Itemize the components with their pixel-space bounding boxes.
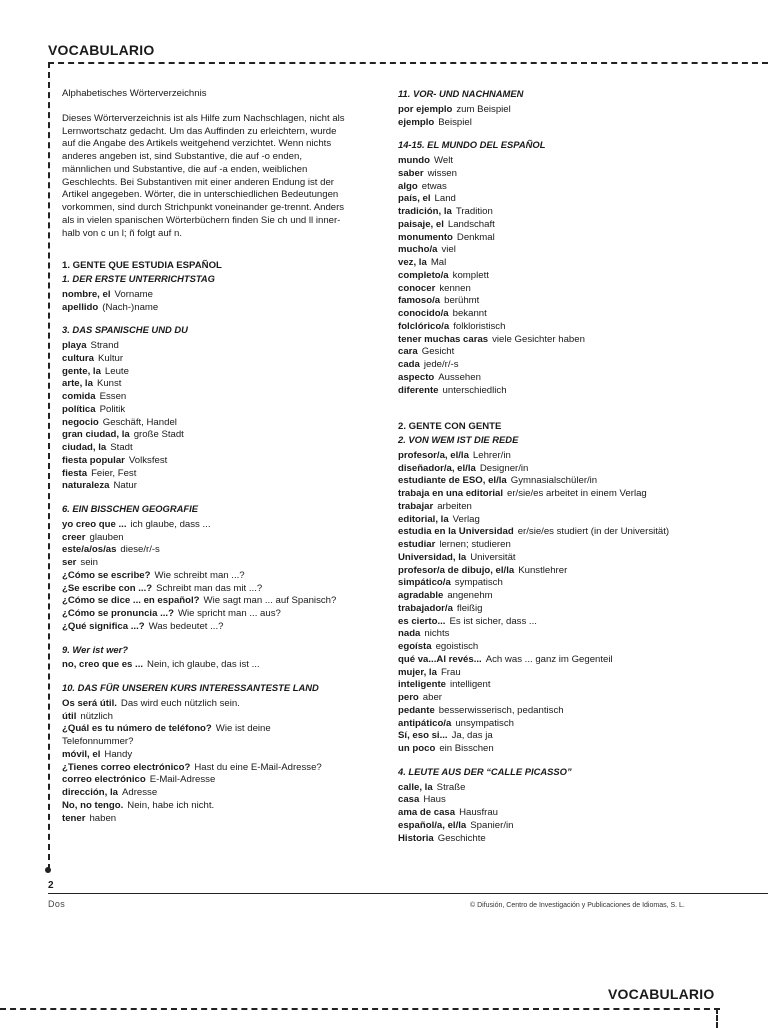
vocab-entry xyxy=(62,366,380,379)
german-translation: Natur xyxy=(113,480,137,492)
spanish-term: paisaje, el xyxy=(398,218,444,230)
spanish-term: estudiar xyxy=(398,539,436,550)
spanish-term: Historia xyxy=(398,832,434,844)
german-translation: haben xyxy=(89,812,117,824)
intro-line: Lernwortschatz gedacht. Um das Auffinden zu erleichtern, wurde xyxy=(62,125,337,137)
vocab-entry xyxy=(62,455,380,468)
vocab-entry xyxy=(398,616,728,629)
spanish-term: famoso/a xyxy=(398,295,441,307)
vocab-entry xyxy=(62,519,380,532)
german-translation: Vorname xyxy=(114,288,153,300)
vocab-entry xyxy=(62,774,380,787)
spanish-term: cultura xyxy=(62,352,94,364)
intro-line: Geschlechts. Bei Substantiven mit einer anderen Endung ist der xyxy=(62,176,334,188)
vocab-entry xyxy=(62,762,380,775)
vocab-entry xyxy=(62,480,380,493)
spanish-term: algo xyxy=(398,180,418,192)
spanish-term: comida xyxy=(62,391,96,402)
german-translation: arbeiten xyxy=(437,500,472,512)
german-translation: (Nach-)name xyxy=(102,301,159,313)
right-column xyxy=(398,88,728,855)
german-translation: Geschichte xyxy=(437,832,486,844)
spanish-term: agradable xyxy=(398,590,444,601)
vocab-entry xyxy=(398,641,728,654)
german-translation: Strand xyxy=(90,340,119,351)
section-title: 4. LEUTE AUS DER “CALLE PICASSO” xyxy=(398,765,572,777)
spanish-term: fiesta xyxy=(62,467,88,479)
spanish-term: no, creo que es ... xyxy=(62,659,144,671)
spanish-term: ¿Se escribe con ...? xyxy=(62,582,153,594)
spanish-term: arte, la xyxy=(62,378,93,390)
intro-line: anderes angeben ist, sind Substantive, die auf -o enden, xyxy=(62,151,303,162)
vocab-section xyxy=(398,766,728,846)
vocab-entry xyxy=(398,372,728,385)
german-translation: komplett xyxy=(452,269,489,281)
german-translation: glauben xyxy=(89,531,124,543)
vocab-entry xyxy=(398,565,728,578)
spanish-term: ¿Cómo se pronuncia ...? xyxy=(62,608,174,619)
vocab-section xyxy=(398,139,728,397)
vocab-entry xyxy=(398,257,728,270)
german-translation: Wie sagt man ... auf Spanisch? xyxy=(203,595,337,607)
german-translation: Spanier/in xyxy=(470,819,514,831)
dashed-border-left xyxy=(48,62,50,870)
spanish-term: tener muchas caras xyxy=(398,333,489,345)
german-translation: Leute xyxy=(104,365,129,377)
vocab-entry xyxy=(398,475,728,488)
german-translation: Nein, ich glaube, das ist ... xyxy=(147,659,260,671)
vocab-entry xyxy=(62,391,380,404)
vocab-section xyxy=(62,682,380,825)
vocab-entry xyxy=(62,723,380,736)
vocab-entry xyxy=(62,787,380,800)
spanish-term: yo creo que ... xyxy=(62,518,127,530)
vocab-entry xyxy=(398,450,728,463)
vocab-entry xyxy=(398,193,728,206)
german-translation: Handy xyxy=(104,748,133,760)
spanish-term: egoísta xyxy=(398,641,432,652)
spanish-term: Universidad, la xyxy=(398,551,467,563)
german-translation: egoistisch xyxy=(435,641,479,652)
intro-line: männlichen und Substantive, die auf -a enden, weiblichen xyxy=(62,163,308,175)
german-translation: diese/r/-s xyxy=(120,544,160,556)
spanish-term: diferente xyxy=(398,384,439,396)
german-translation: etwas xyxy=(421,180,447,192)
intro-line: halb von c un l; ñ folgt auf n. xyxy=(62,227,183,239)
intro-line: auf die Angabe des Artikels weitgehend verzichtet. Wenn nichts xyxy=(62,138,332,150)
spanish-term: correo electrónico xyxy=(62,774,146,786)
german-translation: Geschäft, Handel xyxy=(102,416,177,428)
spanish-term: mundo xyxy=(398,155,430,166)
spanish-term: antipático/a xyxy=(398,717,452,729)
vocab-entry xyxy=(398,488,728,501)
spanish-term: simpático/a xyxy=(398,577,451,589)
german-translation: Ja, das ja xyxy=(451,730,493,742)
german-translation: er/sie/es arbeitet in einem Verlag xyxy=(507,488,647,499)
german-translation: Gymnasialschüler/in xyxy=(510,475,598,487)
vocab-entry xyxy=(62,468,380,481)
section-title: 1. DER ERSTE UNTERRICHTSTAG xyxy=(62,273,215,284)
copyright: © Difusión, Centro de Investigación y Publicaciones de Idiomas, S. L. xyxy=(470,902,685,909)
vocab-entry xyxy=(62,749,380,762)
german-translation: besserwisserisch, pedantisch xyxy=(438,704,564,716)
vocab-entry xyxy=(398,232,728,245)
vocab-entry xyxy=(398,692,728,705)
german-translation: Mal xyxy=(430,257,447,268)
german-translation: Verlag xyxy=(452,513,480,525)
german-translation: Universität xyxy=(470,551,516,563)
german-translation: Politik xyxy=(99,403,126,415)
right-sections-2 xyxy=(398,434,728,845)
spanish-term: fiesta popular xyxy=(62,454,125,466)
vocab-entry xyxy=(62,442,380,455)
vocab-entry xyxy=(398,501,728,514)
german-translation: Stadt xyxy=(110,442,133,453)
vocab-entry xyxy=(62,378,380,391)
vocab-entry xyxy=(62,711,380,724)
vocab-section xyxy=(398,434,728,756)
german-translation: Schreibt man das mit ...? xyxy=(156,582,263,594)
footer-rule xyxy=(48,893,768,894)
vocab-section xyxy=(62,324,380,493)
vocab-entry xyxy=(398,321,728,334)
german-translation: Beispiel xyxy=(438,116,472,128)
spanish-term: conocer xyxy=(398,282,436,294)
vocab-entry xyxy=(62,800,380,813)
vocab-entry xyxy=(62,417,380,430)
spanish-term: es cierto... xyxy=(398,615,446,627)
german-translation: Hast du eine E-Mail-Adresse? xyxy=(194,761,322,773)
spanish-term: profesor/a de dibujo, el/la xyxy=(398,564,515,576)
section-title: 3. DAS SPANISCHE UND DU xyxy=(62,324,188,336)
spanish-term: folclórico/a xyxy=(398,320,450,332)
spanish-term: un poco xyxy=(398,743,436,754)
german-translation: Landschaft xyxy=(447,218,495,230)
german-translation: unsympatisch xyxy=(455,717,514,729)
german-translation: Haus xyxy=(423,794,446,806)
vocab-entry xyxy=(398,654,728,667)
spanish-term: trabajar xyxy=(398,500,434,512)
vocab-entry xyxy=(398,603,728,616)
vocab-entry xyxy=(398,308,728,321)
vocab-section xyxy=(62,644,380,673)
spanish-term: país, el xyxy=(398,193,431,205)
vocab-entry xyxy=(62,353,380,366)
vocab-entry xyxy=(398,782,728,795)
spanish-term: trabaja en una editorial xyxy=(398,488,504,499)
spanish-term: editorial, la xyxy=(398,513,449,525)
german-translation: Designer/in xyxy=(479,462,529,474)
spanish-term: cada xyxy=(398,359,420,370)
vocab-entry xyxy=(62,544,380,557)
vocab-entry xyxy=(398,526,728,539)
spanish-term: completo/a xyxy=(398,269,449,281)
german-translation: Feier, Fest xyxy=(91,467,137,479)
spanish-term: este/a/os/as xyxy=(62,544,117,556)
spanish-term: calle, la xyxy=(398,781,433,793)
spanish-term: cara xyxy=(398,346,418,358)
german-translation: Frau xyxy=(440,666,461,678)
spanish-term: política xyxy=(62,403,96,415)
spanish-term: útil xyxy=(62,710,77,722)
spanish-term: ¿Cómo se dice ... en español? xyxy=(62,595,200,607)
vocab-entry xyxy=(62,404,380,417)
german-translation: Es ist sicher, dass ... xyxy=(449,615,537,627)
german-translation: Straße xyxy=(436,781,466,793)
german-translation: Gesicht xyxy=(421,346,455,358)
vocab-entry xyxy=(398,794,728,807)
german-translation: Tradition xyxy=(455,206,493,217)
spanish-term: aspecto xyxy=(398,371,435,383)
page-title: VOCABULARIO xyxy=(48,42,155,58)
spanish-term: ¿Cómo se escribe? xyxy=(62,569,151,581)
german-translation: berühmt xyxy=(444,295,480,307)
german-translation: intelligent xyxy=(449,679,491,691)
left-column xyxy=(62,88,380,835)
spanish-term: trabajador/a xyxy=(398,602,453,614)
spanish-term: apellido xyxy=(62,301,99,313)
german-translation: lernen; studieren xyxy=(439,539,511,550)
spanish-term: Sí, eso si... xyxy=(398,730,448,742)
vocab-entry xyxy=(398,244,728,257)
next-page-title: VOCABULARIO xyxy=(608,986,715,1002)
spanish-term: ciudad, la xyxy=(62,442,107,453)
intro-line: Artikel angegeben. Wörter, die in unterschiedlichen Bedeutungen xyxy=(62,189,339,201)
vocab-entry xyxy=(62,595,380,608)
german-translation: sympatisch xyxy=(454,577,503,589)
german-translation: Welt xyxy=(433,155,453,166)
vocab-entry xyxy=(398,270,728,283)
intro-line: Dieses Wörterverzeichnis ist als Hilfe zum Nachschlagen, nicht als xyxy=(62,112,345,124)
german-translation: Kunst xyxy=(96,378,122,390)
vocab-entry xyxy=(398,181,728,194)
spanish-term: ¿Tienes correo electrónico? xyxy=(62,761,191,773)
vocab-entry xyxy=(398,385,728,398)
spanish-term: tradición, la xyxy=(398,206,452,217)
german-translation: viele Gesichter haben xyxy=(492,333,585,345)
vocab-entry xyxy=(398,283,728,296)
page-number: 2 xyxy=(48,880,54,891)
spanish-term: negocio xyxy=(62,416,99,428)
vocab-entry xyxy=(398,590,728,603)
german-translation: Hausfrau xyxy=(459,807,499,818)
spanish-term: saber xyxy=(398,167,424,179)
vocab-entry xyxy=(398,718,728,731)
spanish-term: vez, la xyxy=(398,257,427,268)
vocab-entry xyxy=(62,570,380,583)
german-translation: viel xyxy=(441,244,456,256)
vocab-entry xyxy=(398,743,728,756)
german-translation: unterschiedlich xyxy=(442,384,507,396)
section-title: 14-15. EL MUNDO DEL ESPAÑOL xyxy=(398,139,546,151)
vocab-entry xyxy=(62,429,380,442)
spanish-term: ama de casa xyxy=(398,807,456,818)
german-translation: bekannt xyxy=(452,308,487,319)
spanish-term: ejemplo xyxy=(398,116,435,128)
german-translation: folkloristisch xyxy=(453,320,506,332)
next-page-dashed-border xyxy=(0,1008,720,1010)
section-title: 2. VON WEM IST DIE REDE xyxy=(398,434,519,445)
spanish-term: qué va...Al revés... xyxy=(398,653,482,665)
german-translation: Ach was ... ganz im Gegenteil xyxy=(485,653,613,665)
vocab-entry xyxy=(398,206,728,219)
german-translation: Nein, habe ich nicht. xyxy=(127,799,215,811)
vocab-entry xyxy=(62,813,380,826)
vocab-entry xyxy=(398,295,728,308)
german-translation: Adresse xyxy=(121,787,158,798)
spanish-term: nada xyxy=(398,628,421,640)
german-translation: wissen xyxy=(427,167,457,179)
german-translation: Wie schreibt man ...? xyxy=(154,569,245,581)
vocab-entry xyxy=(62,583,380,596)
vocab-entry xyxy=(62,532,380,545)
german-translation: aber xyxy=(422,692,442,703)
german-translation: Wie spricht man ... aus? xyxy=(177,608,281,619)
page-label: Dos xyxy=(48,899,66,909)
german-translation: Essen xyxy=(99,391,127,402)
spanish-term: inteligente xyxy=(398,679,446,691)
german-translation: Das wird euch nützlich sein. xyxy=(120,697,240,709)
unit-title: 1. GENTE QUE ESTUDIA ESPAÑOL xyxy=(62,260,222,272)
german-translation: Aussehen xyxy=(438,371,481,383)
spanish-term: monumento xyxy=(398,231,453,243)
intro-line: als in vielen spanischen Wörterbüchern finden Sie ch und ll inner- xyxy=(62,214,341,226)
spanish-term: profesor/a, el/la xyxy=(398,449,469,461)
german-translation: Was bedeutet ...? xyxy=(148,620,224,632)
vocab-entry xyxy=(398,730,728,743)
spanish-term: móvil, el xyxy=(62,748,101,760)
german-translation: zum Beispiel xyxy=(456,103,511,115)
spanish-term: mujer, la xyxy=(398,666,437,678)
german-translation: nützlich xyxy=(80,710,113,722)
vocab-entry xyxy=(62,340,380,353)
spanish-term: Os será útil. xyxy=(62,697,117,709)
vocab-entry xyxy=(398,577,728,590)
spanish-term: ¿Quál es tu número de teléfono? xyxy=(62,723,212,735)
spanish-term: No, no tengo. xyxy=(62,799,124,811)
unit-title: 2. GENTE CON GENTE xyxy=(398,421,502,433)
vocab-entry xyxy=(398,539,728,552)
spanish-term: gente, la xyxy=(62,365,101,377)
german-translation: Denkmal xyxy=(456,231,495,243)
german-translation: sein xyxy=(80,557,99,568)
german-translation: kennen xyxy=(439,282,471,294)
german-translation: ich glaube, dass ... xyxy=(130,518,211,530)
vocab-entry xyxy=(62,557,380,570)
vocab-entry xyxy=(398,346,728,359)
vocab-entry xyxy=(398,334,728,347)
vocab-entry xyxy=(398,552,728,565)
vocab-entry xyxy=(398,359,728,372)
german-translation: er/sie/es studiert (in der Universität) xyxy=(517,526,670,538)
spanish-term: pero xyxy=(398,692,419,703)
vocab-entry xyxy=(398,155,728,168)
next-page-dashed-border-right xyxy=(716,1008,718,1028)
spanish-term: naturaleza xyxy=(62,480,110,492)
vocab-entry xyxy=(62,302,380,315)
intro-line: vorkommen, sind durch Strichpunkt voneinander ge-trennt. Anders xyxy=(62,202,345,213)
german-translation: E-Mail-Adresse xyxy=(149,774,216,786)
border-end-dot xyxy=(45,867,51,873)
section-title: 6. EIN BISSCHEN GEOGRAFIE xyxy=(62,503,198,514)
vocab-entry xyxy=(398,514,728,527)
vocab-entry xyxy=(62,698,380,711)
vocab-entry xyxy=(398,628,728,641)
spanish-term: estudia en la Universidad xyxy=(398,526,514,538)
intro xyxy=(62,88,380,240)
vocab-entry xyxy=(398,820,728,833)
spanish-term: playa xyxy=(62,340,87,351)
spanish-term: dirección, la xyxy=(62,787,118,798)
german-translation: Wie ist deine xyxy=(215,723,271,735)
vocab-entry xyxy=(62,621,380,634)
section-title: 10. DAS FÜR UNSEREN KURS INTERESSANTESTE LAND xyxy=(62,682,319,693)
vocab-entry xyxy=(398,705,728,718)
vocab-entry xyxy=(398,833,728,846)
right-sections xyxy=(398,88,728,397)
section-title: 9. Wer ist wer? xyxy=(62,643,128,655)
german-translation: jede/r/-s xyxy=(423,359,459,370)
spanish-term: pedante xyxy=(398,704,435,716)
intro-text xyxy=(62,113,380,241)
german-translation: Kunstlehrer xyxy=(518,564,568,576)
vocab-entry xyxy=(398,219,728,232)
vocab-entry xyxy=(398,667,728,680)
spanish-term: mucho/a xyxy=(398,244,438,256)
intro-title: Alphabetisches Wörterverzeichnis xyxy=(62,88,207,99)
german-translation: große Stadt xyxy=(133,429,184,441)
spanish-term: diseñador/a, el/la xyxy=(398,462,476,474)
vocab-entry xyxy=(398,463,728,476)
left-sections xyxy=(62,273,380,825)
vocab-entry xyxy=(62,659,380,672)
translation-continuation: Telefonnummer? xyxy=(62,736,134,747)
vocab-section xyxy=(398,88,728,129)
german-translation: angenehm xyxy=(447,590,493,601)
vocab-entry xyxy=(62,608,380,621)
vocab-entry xyxy=(398,104,728,117)
spanish-term: gran ciudad, la xyxy=(62,429,130,441)
vocab-entry xyxy=(398,807,728,820)
spanish-term: creer xyxy=(62,531,86,543)
spanish-term: conocido/a xyxy=(398,308,449,319)
spanish-term: nombre, el xyxy=(62,288,111,300)
spanish-term: estudiante de ESO, el/la xyxy=(398,475,507,487)
spanish-term: por ejemplo xyxy=(398,103,453,115)
dashed-border-top xyxy=(48,62,768,64)
vocab-entry xyxy=(62,289,380,302)
german-translation: nichts xyxy=(424,628,450,640)
spanish-term: ¿Qué significa ...? xyxy=(62,620,145,632)
spanish-term: ser xyxy=(62,557,77,568)
vocab-entry xyxy=(398,679,728,692)
spanish-term: español/a, el/la xyxy=(398,819,467,831)
german-translation: fleißig xyxy=(456,602,483,614)
vocab-section xyxy=(62,503,380,634)
section-title: 11. VOR- UND NACHNAMEN xyxy=(398,88,524,99)
german-translation: Land xyxy=(434,193,456,205)
spanish-term: tener xyxy=(62,812,86,824)
spanish-term: casa xyxy=(398,794,420,806)
vocab-entry xyxy=(398,168,728,181)
vocab-entry xyxy=(398,117,728,130)
vocab-section xyxy=(62,273,380,314)
german-translation: Kultur xyxy=(98,352,124,364)
german-translation: Lehrer/in xyxy=(472,449,511,461)
german-translation: Volksfest xyxy=(128,454,168,466)
german-translation: ein Bisschen xyxy=(439,743,494,754)
